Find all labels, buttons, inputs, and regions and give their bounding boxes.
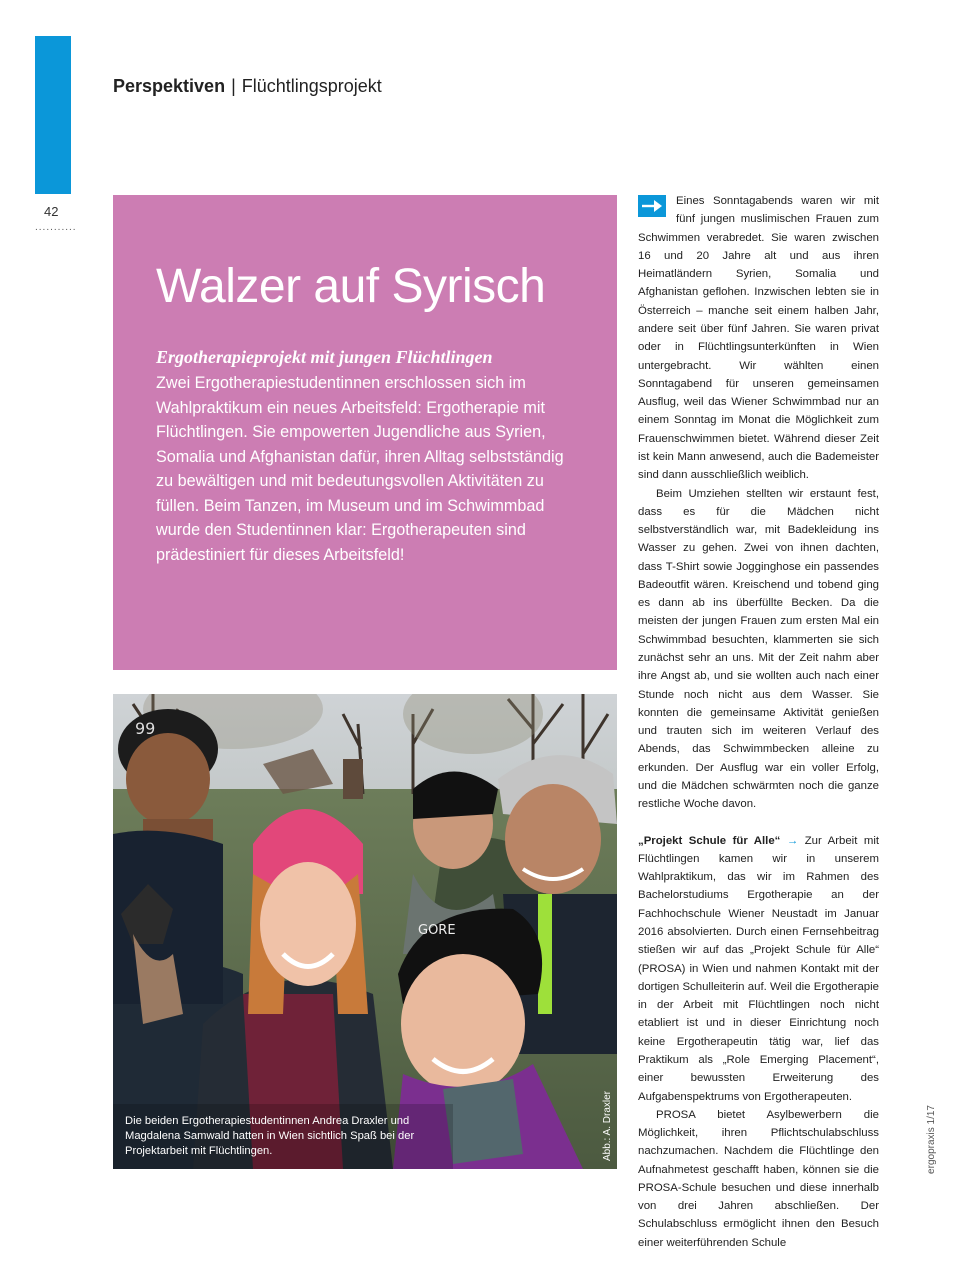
page-number-dots: ........... [35,222,77,233]
article-column [638,192,879,1252]
page-number: 42 [44,204,59,219]
photo-credit: Abb.: A. Draxler [602,1090,613,1161]
page-footer: ergopraxis 1/17 [926,1105,937,1174]
group-photo [113,694,617,1169]
section-arrow-icon: → [786,834,799,847]
article-paragraph-3 [638,832,879,1106]
article-subhead: Ergotherapieprojekt mit jungen Flüchtlingen [156,347,493,367]
section-label: Perspektiven [113,76,226,96]
svg-text:99: 99 [135,719,156,738]
section-text: Zur Arbeit mit Flüchtlingen kamen wir in unserem Wahlpraktikum, das wir im Rahmen des Bachelorstudiums Ergotherapie an der Fachhochschule Wiener Neustadt im Januar 2016 absolvierten. Durch einen Fernsehbeitrag stießen wir auf das „Projekt Schule für Alle“ (PROSA) in Wien und nahmen Kontakt mit der dortigen Schulleiterin auf. Weil die Ergotherapie in der Arbeit mit Flüchtlingen noch nicht etabliert ist und in dieser Einrichtung noch keine Ergotherapeutin tätig war, lief das Praktikum als „Role Emerging Placement“, einer bewussten Erweiterung des Aufgabenspektrums von Ergotherapeuten. [638,834,880,1103]
article-lead: Zwei Ergotherapiestudentinnen erschlossen sich im Wahlpraktikum ein neues Arbeitsfeld: Ergotherapie mit Flüchtlingen. Sie empowerten Jugendliche aus Syrien, Somalia und Afghanistan dafür, ihren Alltag selbstständig zu bewältigen und mit bedeutungsvollen Aktivitäten zu füllen. Beim Tanzen, im Museum und im Schwimmbad wurde den Studentinnen klar: Ergotherapeuten sind prädestiniert für dieses Arbeitsfeld! [156,374,564,564]
topic-label: Flüchtlingsprojekt [241,76,382,96]
photo-caption: Die beiden Ergotherapiestudentinnen Andrea Draxler und Magdalena Samwald hatten in Wien sichtlich Spaß bei der Projektarbeit mit Flüchtlingen. [125,1115,415,1157]
accent-bar [35,36,71,194]
group-selfie-illustration [113,694,617,1169]
article-paragraph-4: PROSA bietet Asylbewerbern die Möglichkeit, ihren Pflichtschulabschluss nachzumachen. Nachdem die Flüchtlinge den Aufnahmetest geschafft haben, können sie die PROSA-Schule besuchen und diese innerhalb von drei Jahren abschließen. Der Schulabschluss ermöglicht ihnen den Besuch einer weiterführenden Schule [638,1108,879,1249]
page-header [113,76,382,97]
section-title: „Projekt Schule für Alle“ [638,834,781,847]
teaser-box [113,195,617,670]
arrow-right-icon [638,195,666,217]
svg-text:GORE: GORE [418,923,456,938]
header-separator: | [231,76,236,96]
article-headline: Walzer auf Syrisch [156,260,546,313]
article-paragraph-1: Eines Sonntagabends waren wir mit fünf jungen muslimischen Frauen zum Schwimmen verabredet. Sie waren zwischen 16 und 20 Jahre alt und aus ihren Heimatländern Syrien, Somalia und Afghanistan geflohen. Inzwischen lebten sie in Österreich – manche seit einem halben Jahr, andere seit über fünf Jahren. Sie waren privat oder in Flüchtlingsunterkünften in Wien untergebracht. Wir wählten einen Sonntagabend für unseren gemeinsamen Ausflug, weil das Wiener Schwimmbad nur an einem Sonntag im Monat die Möglichkeit zum Frauenschwimmen bietet. Während dieser Zeit ist kein Mann anwesend, auch die Bademeister sind dann ausschließlich weiblich. [638,195,879,482]
article-paragraph-2: Beim Umziehen stellten wir erstaunt fest, dass es für die Mädchen nicht selbstverständlich war, mit Badekleidung ins Wasser zu gehen. Zwei von ihnen dachten, dass T-Shirt sowie Jogginghose ein passendes Badeoutfit wären. Kreischend und tobend ging es dann ab ins überfüllte Becken. Da die meisten der jungen Frauen zum ersten Mal ein Schwimmbad besuchten, klammerten sie sich zunächst sehr an uns. Mit der Zeit nahm aber ihre Angst ab, und sie wollten auch nach einer Stunde noch nicht aus dem Wasser. Sie konnten die gemeinsame Aktivität genießen und trauten sich im weiteren Verlauf des Abends, das Schwimmbecken alleine zu erkunden. Der Ausflug war ein voller Erfolg, und die Mädchen schwärmten noch die ganze restliche Woche davon. [638,487,879,811]
